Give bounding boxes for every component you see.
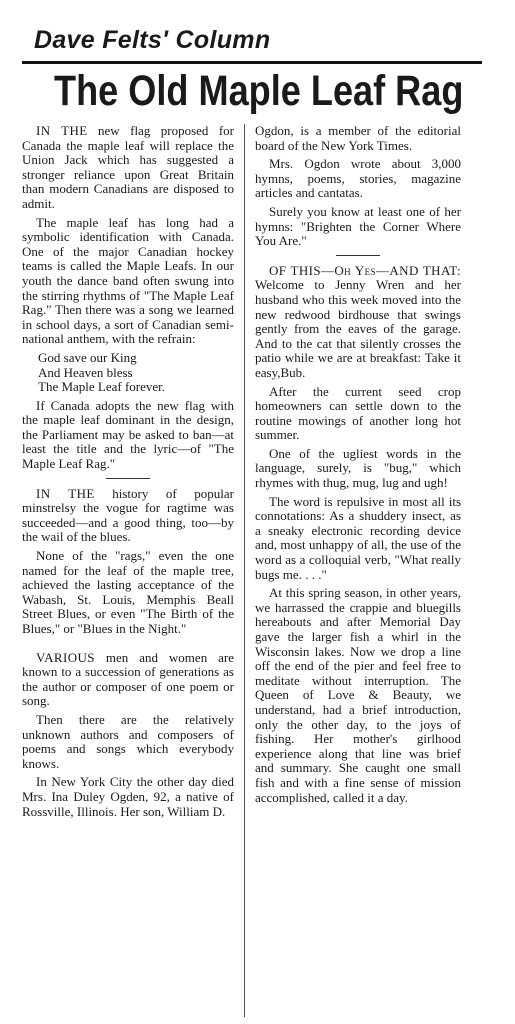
- left-column: [22, 124, 234, 823]
- paragraph: If Canada adopts the new flag with the maple leaf dominant in the design, the Parliament may be asked to ban—at least the title and the lyric—of "The Maple Leaf Rag.": [22, 397, 234, 472]
- section-divider: [106, 478, 150, 479]
- lead-in: VARIOUS: [36, 649, 95, 665]
- section-divider: [336, 255, 380, 256]
- verse-line: The Maple Leaf forever.: [38, 379, 166, 395]
- lead-in: OF THIS—Oh Yes—AND THAT:: [269, 262, 461, 278]
- paragraph: [22, 487, 234, 545]
- paragraph-text: Welcome to Jenny Wren and her husband who this week moved into the new redwood birdhouse that swings gently from the eaves of the garage. And to the cat that silently crosses the patio while we are at breakfast: Take it easy,Bub.: [255, 277, 461, 380]
- paragraph: [255, 264, 461, 381]
- column-divider: [244, 124, 245, 1017]
- paragraph: The maple leaf has long had a symbolic identification with Canada. One of the major Canadian hockey teams is called the Maple Leafs. In our youth the dance band often swung into the stirring rhythms of "The Maple Leaf Rag." Then there was a song we learned in school days, a sort of Canadian semi-national anthem, with the refrain:: [22, 214, 234, 347]
- paragraph-text: history of popular minstrelsy the vogue for ragtime was succeeded—and a good thing, too—by the wail of the blues.: [22, 485, 234, 545]
- paragraph: Then there are the relatively unknown authors and composers of poems and songs which everybody knows.: [22, 711, 234, 771]
- lead-in: IN THE: [36, 485, 95, 501]
- paragraph: Ogdon, is a member of the editorial board of the New York Times.: [255, 123, 461, 153]
- verse-line: And Heaven bless: [38, 364, 133, 380]
- lead-in: IN THE: [36, 123, 88, 138]
- paragraph: After the current seed crop homeowners can settle down to the routine mowings of another long hot summer.: [255, 383, 461, 443]
- paragraph: None of the "rags," even the one named for the leaf of the maple tree, achieved the lasting acceptance of the Wabash, St. Louis, Memphis Beall Street Blues, or even "The Birth of the Blues," or "Blues in the Night.": [22, 548, 234, 636]
- paragraph-text: new flag proposed for Canada the maple leaf will replace the Union Jack which has suggested a stronger reliance upon Great Britain than modern Canadians are disposed to admit.: [22, 123, 235, 211]
- paragraph: Surely you know at least one of her hymns: "Brighten the Corner Where You Are.": [255, 203, 461, 249]
- headline: The Old Maple Leaf Rag: [54, 67, 464, 115]
- paragraph: At this spring season, in other years, we harrassed the crappie and bluegills hereabouts and after Memorial Day gave the larger fish a whirl in the Wisconsin lakes. Now we drop a line off the end of the pier and feel free to meditate without interruption. The Queen of Love & Beauty, we understand, had a brief introduction, only the other day, to the joys of fishing. Her mother's girlhood experience along that line was brief and summary. She caught one small fish and with a fine sense of mission accomplished, called it a day.: [255, 585, 461, 805]
- paragraph: [22, 651, 234, 709]
- paragraph: In New York City the other day died Mrs. Ina Duley Ogden, 92, a native of Rossville, Illinois. Her son, William D.: [22, 774, 234, 819]
- right-column: [255, 124, 461, 809]
- paragraph: [22, 124, 234, 212]
- paragraph: Mrs. Ogdon wrote about 3,000 hymns, poems, stories, magazine articles and cantatas.: [255, 156, 461, 201]
- verse-line: God save our King: [38, 349, 137, 365]
- paragraph: One of the ugliest words in the language, surely, is "bug," which rhymes with thug, mug, lug and ugh!: [255, 445, 461, 491]
- paragraph: The word is repulsive in most all its connotations: As a shuddery insect, as a sneaky electronic recording device and, most unhappy of all, the use of the word as a colloquial verb, "What really bugs me. . . .": [255, 493, 461, 582]
- paragraph-text: men and women are known to a succession of generations as the author or composer of one poem or song.: [22, 649, 235, 709]
- column-title: Dave Felts' Column: [34, 26, 271, 54]
- song-refrain: [38, 351, 234, 395]
